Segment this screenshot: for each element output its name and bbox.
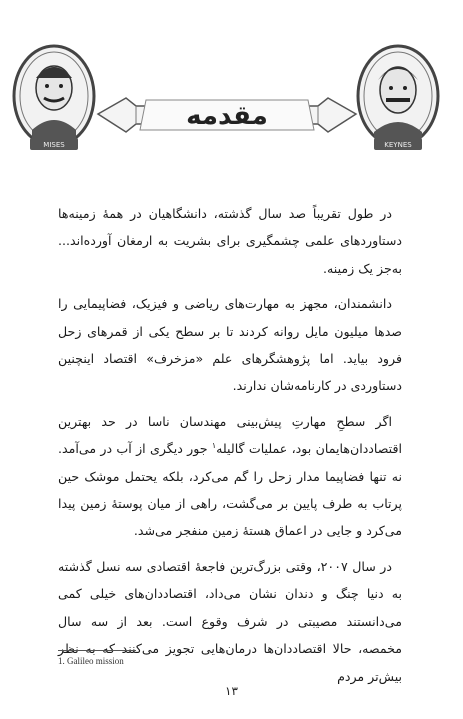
portrait-right-plaque: KEYNES [384,141,412,149]
paragraph: دانشمندان، مجهز به مهارت‌های ریاضی و فیزیک، فضاپیمایی را صدها میلیون مایل روانه کردند تا بر سطح یکی از قمرهای زحل فرود بیاید. اما پژوهشگرهای علم «مزخرف» اقتصاد اینچنین دستاوردی در کارنامه‌شان ندارند. [58,296,402,394]
portrait-left-icon [8,40,100,158]
body-text [58,200,402,698]
footnote: 1. Galileo mission [58,656,124,666]
paragraph-text: جور دیگری از آب در می‌آمد. نه تنها فضاپیما مدار زحل را گم می‌کرد، بلکه یحتمل موشک حین پرتاب به طرف پایین بر می‌گشت، راهی از میان پوستهٔ زمین پیدا می‌کرد و جایی در اعماق هستهٔ زمین منفجر می‌شد. [58,441,402,539]
portrait-left-illustration [8,40,100,158]
paragraph: در سال ۲۰۰۷، وقتی بزرگ‌ترین فاجعهٔ اقتصادی سه نسل گذشته به دنیا چنگ و دندان نشان می‌داد، اقتصاددان‌های خیلی کمی می‌دانستند مصیبتی در شرف وقوع است. بعد از سه سال مخمصه، حالا اقتصاددان‌ها درمان‌هایی تجویز می‌کنند که به نظر بیش‌تر مردم [58,558,402,684]
chapter-header [0,0,463,170]
paragraph-text: اگر سطحِ مهارتِ پیش‌بینی مهندسان ناسا در حد بهترین اقتصاددان‌هایمان بود، عملیات گالیله [58,413,402,457]
chapter-title: مقدمه [186,101,268,131]
paragraph [58,408,402,545]
portrait-right-icon [352,40,444,158]
paragraph: در طول تقریباً صد سال گذشته، دانشگاهیان در همهٔ زمینه‌ها دستاوردهای علمی چشمگیری برای بشریت به ارمغان آورده‌اند... به‌جز یک زمینه. [58,206,402,276]
page-number: ۱۳ [225,684,238,698]
footnote-divider [58,650,136,651]
portrait-left-plaque: MISES [43,141,65,149]
portrait-right-illustration [352,40,444,158]
footnote-marker[interactable]: ۱ [211,441,217,451]
